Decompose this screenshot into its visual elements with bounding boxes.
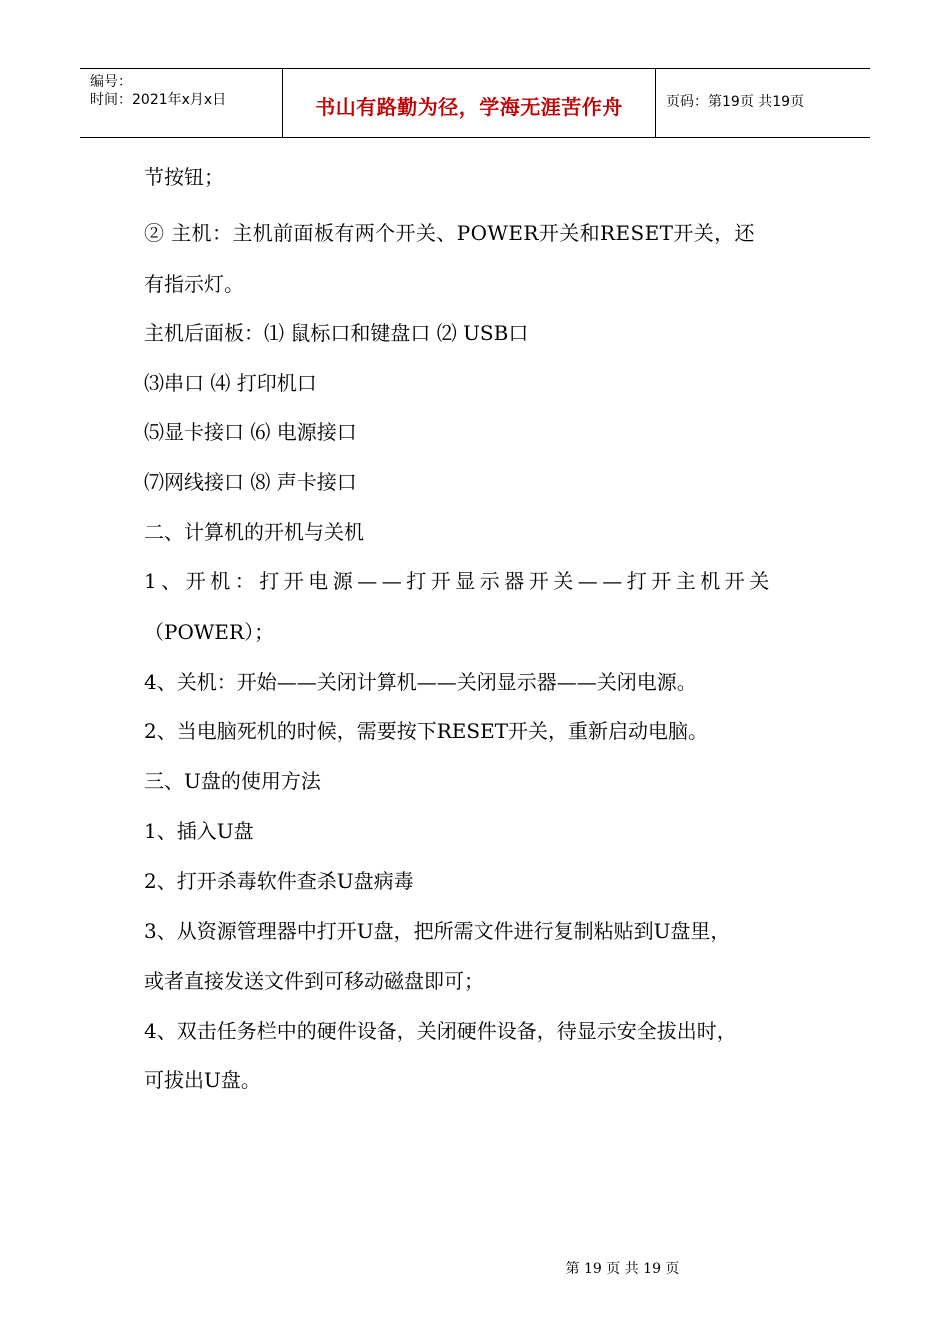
body-line: ② 主机：主机前面板有两个开关、POWER开关和RESET开关，还 <box>144 221 755 245</box>
body-line: ⑸显卡接口 ⑹ 电源接口 <box>144 420 357 444</box>
header-page-cell <box>656 69 870 137</box>
body-line: 4、关机：开始——关闭计算机——关闭显示器——关闭电源。 <box>144 670 697 694</box>
body-line: 主机后面板：⑴ 鼠标口和键盘口 ⑵ USB口 <box>144 321 529 345</box>
body-line: 4、双击任务栏中的硬件设备，关闭硬件设备，待显示安全拔出时， <box>144 1019 737 1043</box>
document-date-label: 时间：2021年x月x日 <box>90 92 227 108</box>
body-line: 3、从资源管理器中打开U盘，把所需文件进行复制粘贴到U盘里， <box>144 919 731 943</box>
body-line: 可拔出U盘。 <box>144 1068 261 1092</box>
body-line: 2、打开杀毒软件查杀U盘病毒 <box>144 869 414 893</box>
header-left-cell <box>80 69 282 137</box>
body-line: ⑶串口 ⑷ 打印机口 <box>144 371 317 395</box>
header-motto: 书山有路勤为径，学海无涯苦作舟 <box>315 95 623 119</box>
page-header <box>80 68 870 138</box>
page-footer <box>0 1258 950 1278</box>
body-line: 有指示灯。 <box>144 272 244 296</box>
body-line: 1、插入U盘 <box>144 819 254 843</box>
document-number-label: 编号： <box>90 74 132 90</box>
body-line: 1、开机：打开电源——打开显示器开关——打开主机开关 <box>144 569 774 593</box>
header-motto-cell <box>282 69 656 137</box>
body-line: ⑺网线接口 ⑻ 声卡接口 <box>144 470 357 494</box>
body-line: 或者直接发送文件到可移动磁盘即可； <box>144 969 484 993</box>
footer-page-number: 第 19 页 共 19 页 <box>565 1261 680 1277</box>
section-heading: 三、U盘的使用方法 <box>144 769 321 793</box>
body-line: 节按钮； <box>144 165 224 189</box>
body-line: （POWER）； <box>144 620 275 644</box>
body-line: 2、当电脑死机的时候，需要按下RESET开关，重新启动电脑。 <box>144 719 709 743</box>
section-heading: 二、计算机的开机与关机 <box>144 520 364 544</box>
header-page-info: 页码：第19页 共19页 <box>666 94 805 110</box>
